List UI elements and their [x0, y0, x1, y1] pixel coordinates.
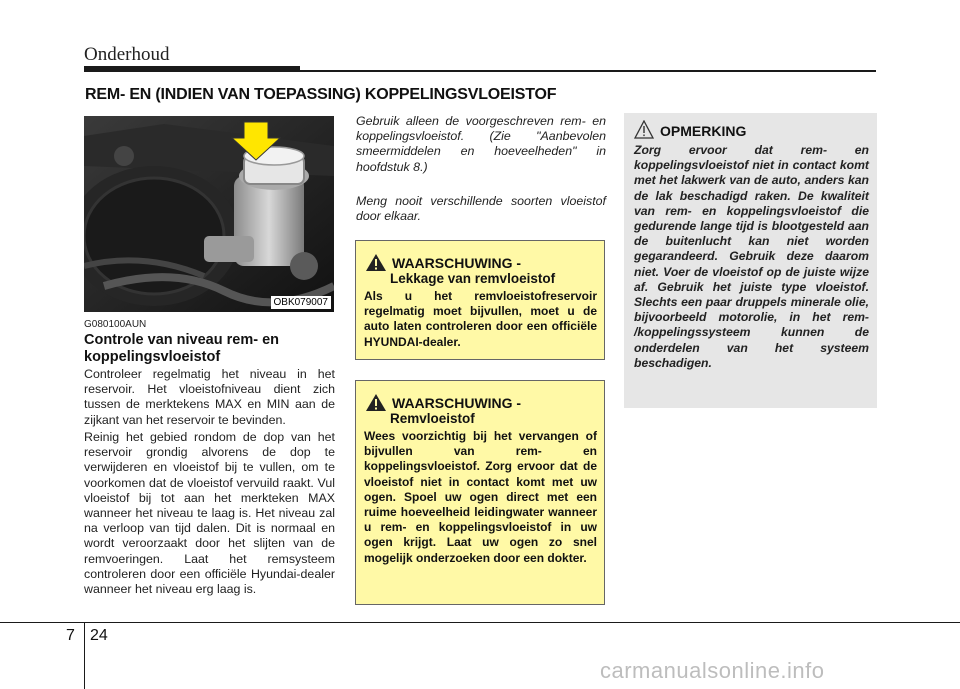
warning-title: WAARSCHUWING - [392, 255, 522, 271]
warning-subtitle: Lekkage van remvloeistof [390, 271, 556, 286]
brake-reservoir-illustration [84, 116, 334, 312]
note-box [624, 113, 877, 408]
warning-title: WAARSCHUWING - [392, 395, 522, 411]
chapter-number: 7 [66, 627, 75, 644]
warning-box-leakage [355, 240, 605, 360]
header-rule-thick [84, 66, 300, 72]
warning-body: Wees voorzichtig bij het vervangen of bijvullen van rem- en koppelingsvloeistof. Zorg ervoor dat de vloeistof niet in contact komt met uw ogen. Spoel uw ogen direct met een ruime hoeveelheid leidingwater wanneer u rem- en koppelingsvloeistof in uw ogen krijgt. Laat uw ogen zo snel mogelijk onderzoeken door een dokter. [364, 429, 597, 565]
chapter-header-title: Onderhoud [84, 44, 170, 65]
footer-divider [84, 622, 85, 689]
note-body: Zorg ervoor dat rem- en koppelingsvloeistof niet in contact komt met het lakwerk van de auto, anders kan de lak beschadigd raken. De kwaliteit van rem- en koppelingsvloeistof die gedurende lange tijd is blootgesteld aan de buitenlucht kan niet worden gegarandeerd. Gebruik deze daarom niet. Voer de vloeistof op de juiste wijze af. Gebruik het juiste type vloeistof. Slechts een paar druppels minerale olie, bijvoorbeeld motorolie, in het rem- /koppelingssysteem kunnen de onderdelen van het systeem beschadigen. [634, 143, 869, 370]
italic-note-1: Gebruik alleen de voorgeschreven rem- en koppelingsvloeistof. (Zie "Aanbevolen smeermiddelen en hoeveelheden" in hoofdstuk 8.) [356, 114, 606, 174]
photo-code-label: OBK079007 [271, 296, 332, 309]
section-title: REM- EN (INDIEN VAN TOEPASSING) KOPPELINGSVLOEISTOF [85, 86, 557, 103]
warning-triangle-icon [365, 253, 387, 272]
warning-triangle-icon [365, 393, 387, 412]
caution-triangle-icon [634, 120, 654, 139]
italic-note-2: Meng nooit verschillende soorten vloeistof door elkaar. [356, 194, 606, 224]
warning-box-brake-fluid [355, 380, 605, 605]
watermark: carmanualsonline.info [600, 658, 825, 683]
footer-rule [0, 622, 960, 623]
body-paragraph-1: Controleer regelmatig het niveau in het reservoir. Het vloeistofniveau dient zich tussen de merktekens MAX en MIN aan de zijkant van het reservoir te bevinden. [84, 367, 335, 427]
page-number: 24 [90, 627, 108, 644]
reference-code: G080100AUN [84, 319, 147, 330]
warning-subtitle: Remvloeistof [390, 411, 475, 426]
header-rule-thin [300, 70, 876, 72]
note-title: OPMERKING [660, 123, 747, 139]
body-paragraph-2: Reinig het gebied rondom de dop van het reservoir grondig alvorens de dop te verwijderen en vloeistof bij te vullen, om te voorkomen dat de vloeistof vervuild raakt. Vul vloeistof bij tot aan het merkteken MAX wanneer het niveau te laag is. Het niveau zal na verloop van tijd dalen. Dit is normaal en wordt veroorzaakt door het slijten van de remvoeringen. Laat het remsysteem controleren door een officiële Hyundai-dealer wanneer het niveau erg laag is. [84, 430, 335, 597]
engine-bay-photo [84, 116, 334, 312]
warning-body: Als u het remvloeistofreservoir regelmatig moet bijvullen, moet u de auto laten controleren door een officiële HYUNDAI-dealer. [364, 289, 597, 349]
subsection-heading: Controle van niveau rem- en koppelingsvloeistof [84, 332, 279, 365]
